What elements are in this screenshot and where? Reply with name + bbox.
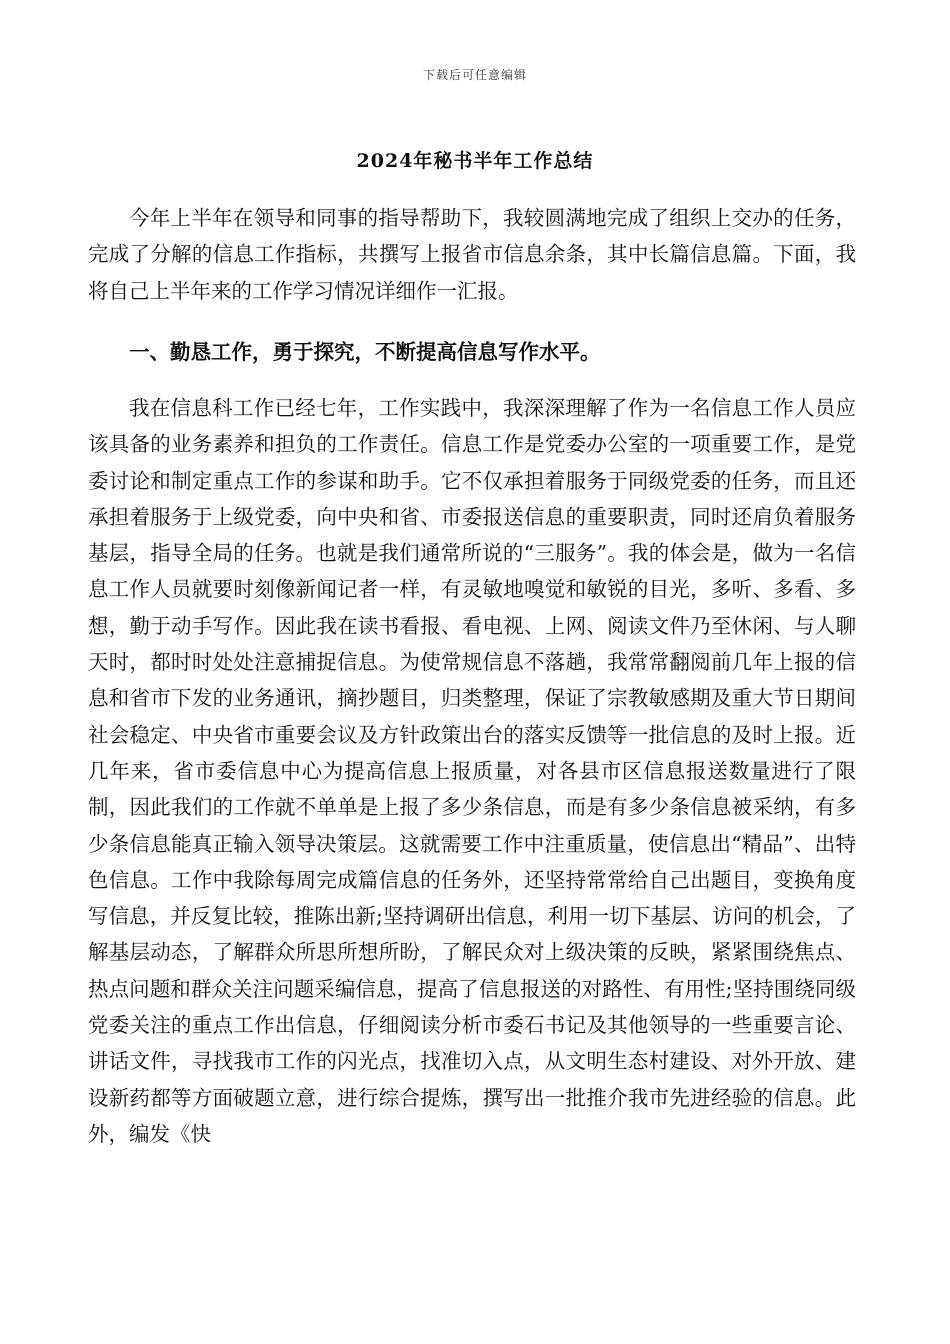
section-1-paragraph: 我在信息科工作已经七年，工作实践中，我深深理解了作为一名信息工作人员应该具备的业务素养和担负的工作责任。信息工作是党委办公室的一项重要工作，是党委讨论和制定重点工作的参谋和助手。它不仅承担着服务于同级党委的任务，而且还承担着服务于上级党委，向中央和省、市委报送信息的重要职责，同时还肩负着服务基层，指导全局的任务。也就是我们通常所说的“三服务”。我的体会是，做为一名信息工作人员就要时刻像新闻记者一样，有灵敏地嗅觉和敏锐的目光，多听、多看、多想，勤于动手写作。因此我在读书看报、看电视、上网、阅读文件乃至休闲、与人聊天时，都时时处处注意捕捉信息。为使常规信息不落趟，我常常翻阅前几年上报的信息和省市下发的业务通讯，摘抄题目，归类整理，保证了宗教敏感期及重大节日期间社会稳定、中央省市重要会议及方针政策出台的落实反馈等一批信息的及时上报。近几年来，省市委信息中心为提高信息上报质量，对各县市区信息报送数量进行了限制，因此我们的工作就不单单是上报了多少条信息，而是有多少条信息被采纳，有多少条信息能真正输入领导决策层。这就需要工作中注重质量，使信息出“精品”、出特色信息。工作中我除每周完成篇信息的任务外，还坚持常常给自己出题目，变换角度写信息，并反复比较，推陈出新;坚持调研出信息，利用一切下基层、访问的机会，了解基层动态，了解群众所思所想所盼，了解民众对上级决策的反映，紧紧围绕焦点、热点问题和群众关注问题采编信息，提高了信息报送的对路性、有用性;坚持围绕同级党委关注的重点工作出信息，仔细阅读分析市委石书记及其他领导的一些重要言论、讲话文件，寻找我市工作的闪光点，找准切入点，从文明生态村建设、对外开放、建设新药都等方面破题立意，进行综合提炼，撰写出一批推介我市先进经验的信息。此外，编发《快 (88, 396, 856, 1146)
page-title: 2024年秘书半年工作总结 (356, 150, 594, 172)
section-heading-1: 一、勤恳工作，勇于探究，不断提高信息写作水平。 (129, 340, 601, 364)
header-note: 下载后可任意编辑 (422, 68, 527, 82)
intro-paragraph: 今年上半年在领导和同事的指导帮助下，我较圆满地完成了组织上交办的任务，完成了分解的信息工作指标，共撰写上报省市信息余条，其中长篇信息篇。下面，我将自己上半年来的工作学习情况详细作一汇报。 (88, 206, 856, 303)
